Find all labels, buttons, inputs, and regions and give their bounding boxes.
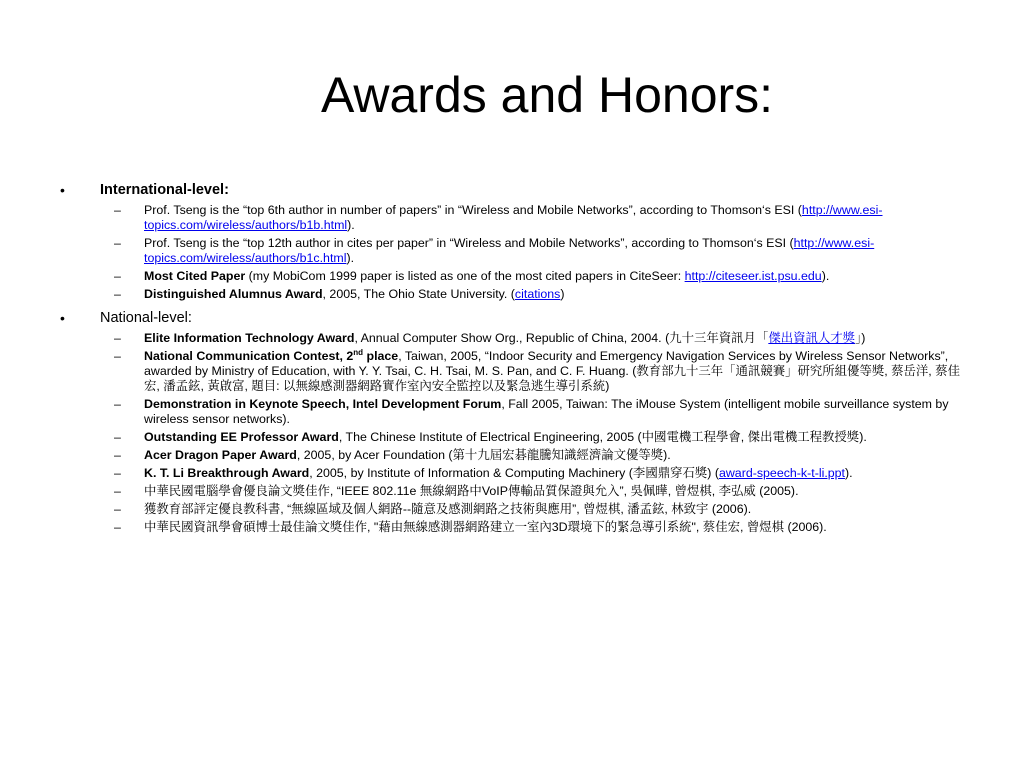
dash-bullet: – bbox=[114, 349, 121, 363]
citeseer-link[interactable]: http://citeseer.ist.psu.edu bbox=[684, 269, 822, 283]
dash-bullet: – bbox=[114, 430, 121, 444]
dash-bullet: – bbox=[114, 448, 121, 462]
award-text-end: ). bbox=[346, 251, 355, 265]
award-text: , 2005, by Acer Foundation (第十九屆宏碁龍騰知識經濟論文優等獎). bbox=[296, 448, 671, 462]
award-item-computer-society-paper bbox=[60, 484, 980, 499]
award-name: Outstanding EE Professor Award bbox=[144, 430, 339, 444]
award-text: , Taiwan, 2005, “Indoor Security and Emergency Navigation Services by Wireless Sensor Networks”, awarded by Ministry of Education, with Y. Y. Tsai, C. H. Tsai, M. S. Pan, and C. F. Huang. (教育部九十三年「通訊競賽」研究所組優等獎, 蔡岳洋, 蔡佳宏, 潘孟鉉, 黃啟富, 題目: 以無線感測器網路實作室內安全監控以及緊急逃生導引系統) bbox=[144, 349, 960, 393]
award-item-acer-dragon bbox=[60, 448, 980, 463]
bullet-icon: • bbox=[60, 310, 65, 326]
award-item-elite-it bbox=[60, 331, 980, 346]
award-name-suffix: place bbox=[363, 349, 399, 363]
award-text-end: ). bbox=[845, 466, 853, 480]
award-item-top-6th-author bbox=[60, 203, 980, 233]
award-item-top-12th-author bbox=[60, 236, 980, 266]
award-name: Distinguished Alumnus Award bbox=[144, 287, 323, 301]
award-text: , The Chinese Institute of Electrical Engineering, 2005 (中國電機工程學會, 傑出電機工程教授獎). bbox=[338, 430, 867, 444]
award-item-most-cited-paper bbox=[60, 269, 980, 284]
award-text: 中華民國資訊學會碩博士最佳論文獎佳作, "藉由無線感測器網路建立一室內3D環境下的緊急導引系統", 蔡佳宏, 曾煜棋 (2006). bbox=[144, 520, 827, 534]
national-level-section bbox=[60, 308, 980, 328]
award-name: Acer Dragon Paper Award bbox=[144, 448, 297, 462]
dash-bullet: – bbox=[114, 484, 121, 498]
award-text: Prof. Tseng is the “top 12th author in cites per paper” in “Wireless and Mobile Networks”, according to Thomson‘s ESI ( bbox=[144, 236, 794, 250]
award-name: Elite Information Technology Award bbox=[144, 331, 355, 345]
award-item-distinguished-alumnus bbox=[60, 287, 980, 302]
national-level-label: National-level: bbox=[100, 310, 192, 326]
dash-bullet: – bbox=[114, 331, 121, 345]
award-name: Most Cited Paper bbox=[144, 269, 246, 283]
award-text: , 2005, The Ohio State University. ( bbox=[322, 287, 515, 301]
award-item-national-communication-contest bbox=[60, 349, 980, 394]
award-text-end: ) bbox=[560, 287, 565, 301]
dash-bullet: – bbox=[114, 287, 121, 301]
award-item-intel-keynote-demo bbox=[60, 397, 980, 427]
award-item-kt-li-breakthrough bbox=[60, 466, 980, 481]
national-award-list bbox=[60, 331, 980, 535]
dash-bullet: – bbox=[114, 466, 121, 480]
elite-it-award-link[interactable]: 傑出資訊人才獎 bbox=[768, 331, 856, 345]
award-name: National Communication Contest, 2 bbox=[144, 349, 354, 363]
award-name-superscript: nd bbox=[353, 347, 364, 357]
dash-bullet: – bbox=[114, 236, 121, 250]
award-text: 中華民國電腦學會優良論文獎佳作, “IEEE 802.11e 無線網路中VoIP傳輸品質保證與允入”, 吳佩曄, 曾煜棋, 李弘威 (2005). bbox=[144, 484, 799, 498]
slide-title: Awards and Honors: bbox=[320, 67, 774, 123]
award-text: , 2005, by Institute of Information & Computing Machinery (李國鼎穿石獎) ( bbox=[309, 466, 719, 480]
award-text-end: ). bbox=[347, 218, 355, 232]
esi-b1c-link[interactable]: http://www.esi-topics.com/wireless/authors/b1c.html bbox=[144, 236, 875, 265]
dash-bullet: – bbox=[114, 502, 121, 516]
award-text-end: ). bbox=[821, 269, 830, 283]
slide-content bbox=[60, 180, 980, 535]
award-text: (my MobiCom 1999 paper is listed as one of the most cited papers in CiteSeer: bbox=[245, 269, 685, 283]
award-name: Demonstration in Keynote Speech, Intel Development Forum bbox=[144, 397, 502, 411]
dash-bullet: – bbox=[114, 520, 121, 534]
international-award-list bbox=[60, 203, 980, 302]
award-item-thesis-award bbox=[60, 520, 980, 535]
award-speech-link[interactable]: award-speech-k-t-li.ppt bbox=[718, 466, 845, 480]
dash-bullet: – bbox=[114, 269, 121, 283]
award-name: K. T. Li Breakthrough Award bbox=[144, 466, 310, 480]
international-level-section bbox=[60, 180, 980, 200]
international-level-label: International-level: bbox=[100, 182, 229, 198]
citations-link[interactable]: citations bbox=[514, 287, 561, 301]
esi-b1b-link[interactable]: http://www.esi-topics.com/wireless/authors/b1b.html bbox=[144, 203, 883, 232]
dash-bullet: – bbox=[114, 203, 121, 217]
award-item-outstanding-ee-professor bbox=[60, 430, 980, 445]
award-text: Prof. Tseng is the “top 6th author in number of papers” in “Wireless and Mobile Networks”, according to Thomson‘s ESI ( bbox=[144, 203, 802, 217]
dash-bullet: – bbox=[114, 397, 121, 411]
bullet-icon: • bbox=[60, 182, 65, 198]
award-item-textbook bbox=[60, 502, 980, 517]
award-text: , Fall 2005, Taiwan: The iMouse System (intelligent mobile surveillance system by wireless sensor networks). bbox=[144, 397, 949, 426]
award-text: 獲教育部評定優良教科書, “無線區域及個人網路--隨意及感測網路之技術與應用”, 曾煜棋, 潘孟鉉, 林致宇 (2006). bbox=[144, 502, 752, 516]
award-text-end: 」) bbox=[855, 331, 866, 345]
award-text: , Annual Computer Show Org., Republic of China, 2004. (九十三年資訊月「 bbox=[354, 331, 769, 345]
